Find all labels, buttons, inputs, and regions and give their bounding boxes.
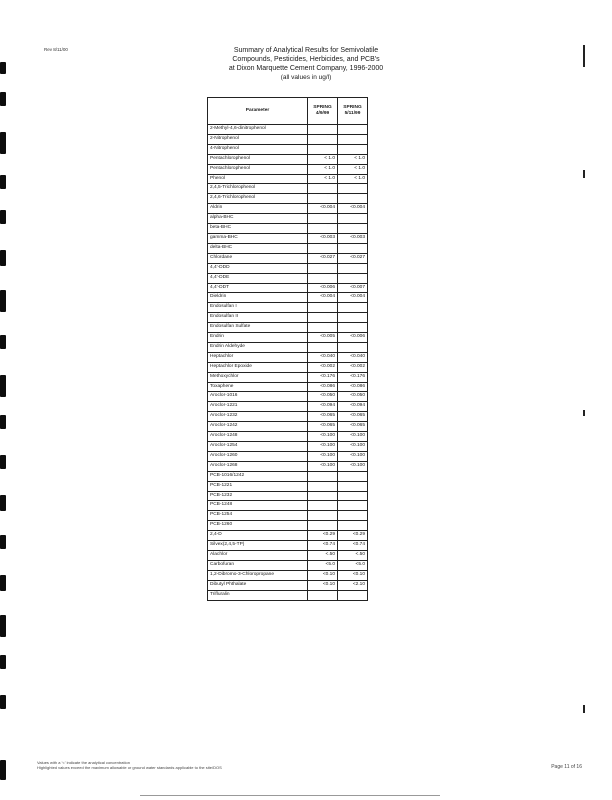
table-row [208, 412, 368, 422]
value-cell-sample-1: <0.086 [308, 382, 338, 392]
table-row [208, 570, 368, 580]
value-cell-sample-1: <0.100 [308, 451, 338, 461]
value-cell-sample-1: <0.29 [308, 531, 338, 541]
table-row [208, 521, 368, 531]
value-cell-sample-2: <0.094 [338, 402, 368, 412]
table-row [208, 233, 368, 243]
value-cell-sample-2 [338, 214, 368, 224]
value-cell-sample-1: <0.100 [308, 461, 338, 471]
parameter-cell: Endosulfan I [208, 303, 308, 313]
value-cell-sample-2: <0.040 [338, 352, 368, 362]
value-cell-sample-1 [308, 263, 338, 273]
header-sample-2-date: 5/11/99 [344, 111, 361, 116]
table-row [208, 342, 368, 352]
value-cell-sample-2: <0.004 [338, 204, 368, 214]
table-row [208, 580, 368, 590]
punch-mark [0, 655, 6, 669]
title-line: at Dixon Marquette Cement Company, 1996-2000 [228, 65, 384, 72]
right-edge-mark [583, 170, 585, 178]
header-sample-1-season: SPRING [313, 105, 332, 110]
table-row [208, 214, 368, 224]
parameter-cell: Aroclor-1268 [208, 461, 308, 471]
value-cell-sample-2 [338, 521, 368, 531]
parameter-cell: 4,4'-DDD [208, 263, 308, 273]
table-row [208, 550, 368, 560]
punch-mark [0, 575, 6, 591]
value-cell-sample-2 [338, 263, 368, 273]
parameter-cell: alpha-BHC [208, 214, 308, 224]
value-cell-sample-2: <0.10 [338, 570, 368, 580]
parameter-cell: Phenol [208, 174, 308, 184]
punch-mark [0, 92, 6, 106]
document-title [0, 46, 612, 82]
header-sample-2-season: SPRING [343, 105, 362, 110]
value-cell-sample-2: <0.007 [338, 283, 368, 293]
punch-mark [0, 375, 6, 397]
value-cell-sample-2 [338, 224, 368, 234]
parameter-cell: 4,4'-DDE [208, 273, 308, 283]
value-cell-sample-2: <0.100 [338, 442, 368, 452]
table-row [208, 352, 368, 362]
value-cell-sample-1: <0.040 [308, 352, 338, 362]
value-cell-sample-2: <5.0 [338, 560, 368, 570]
value-cell-sample-2 [338, 194, 368, 204]
table-body [208, 125, 368, 601]
value-cell-sample-1 [308, 194, 338, 204]
value-cell-sample-1: <0.10 [308, 580, 338, 590]
table-row [208, 184, 368, 194]
table-row [208, 243, 368, 253]
value-cell-sample-2: <0.100 [338, 432, 368, 442]
table-row [208, 323, 368, 333]
punch-mark [0, 455, 6, 469]
parameter-cell: Aroclor-1254 [208, 442, 308, 452]
value-cell-sample-2: < 1.0 [338, 154, 368, 164]
header-parameter: Parameter [208, 98, 308, 125]
table-row [208, 392, 368, 402]
value-cell-sample-2: <2.10 [338, 580, 368, 590]
parameter-cell: 2,4-D [208, 531, 308, 541]
value-cell-sample-1: <0.002 [308, 362, 338, 372]
value-cell-sample-2: < 1.0 [338, 164, 368, 174]
value-cell-sample-1: <0.176 [308, 372, 338, 382]
value-cell-sample-1: < 1.0 [308, 174, 338, 184]
value-cell-sample-2 [338, 134, 368, 144]
table-row [208, 154, 368, 164]
value-cell-sample-2: <0.065 [338, 422, 368, 432]
parameter-cell: beta-BHC [208, 224, 308, 234]
header-sample-1 [308, 98, 338, 125]
table-row [208, 501, 368, 511]
footer-notes [37, 760, 222, 770]
table-row [208, 362, 368, 372]
parameter-cell: Silvex(2,4,5-TP) [208, 541, 308, 551]
value-cell-sample-2: <0.100 [338, 461, 368, 471]
value-cell-sample-1: <0.004 [308, 293, 338, 303]
value-cell-sample-1: <0.100 [308, 442, 338, 452]
table-row [208, 481, 368, 491]
table-row [208, 273, 368, 283]
table-row [208, 194, 368, 204]
parameter-cell: Dibutyl Phthalate [208, 580, 308, 590]
value-cell-sample-2 [338, 303, 368, 313]
punch-mark [0, 415, 6, 429]
parameter-cell: PCB-1248 [208, 501, 308, 511]
parameter-cell: 2,4,6-Trichlorophenol [208, 194, 308, 204]
parameter-cell: 2-Nitrophenol [208, 134, 308, 144]
value-cell-sample-1: <0.10 [308, 570, 338, 580]
revision-code: Rev 8/11/00 [44, 47, 68, 52]
parameter-cell: Endosulfan II [208, 313, 308, 323]
parameter-cell: Aroclor-1016 [208, 392, 308, 402]
table-row [208, 174, 368, 184]
value-cell-sample-1: <0.006 [308, 283, 338, 293]
parameter-cell: Methoxychlor [208, 372, 308, 382]
value-cell-sample-1: < 1.0 [308, 154, 338, 164]
table-row [208, 461, 368, 471]
parameter-cell: PCB-1221 [208, 481, 308, 491]
table-row [208, 204, 368, 214]
value-cell-sample-1: <0.005 [308, 333, 338, 343]
value-cell-sample-1 [308, 273, 338, 283]
table-row [208, 303, 368, 313]
table-row [208, 253, 368, 263]
table-row [208, 293, 368, 303]
value-cell-sample-2 [338, 481, 368, 491]
right-edge-mark [583, 410, 585, 416]
table-row [208, 451, 368, 461]
value-cell-sample-1: <0.065 [308, 412, 338, 422]
value-cell-sample-1 [308, 243, 338, 253]
value-cell-sample-2 [338, 125, 368, 135]
right-edge-mark [583, 705, 585, 713]
title-line: Summary of Analytical Results for Semivolatile [233, 47, 379, 54]
footer-note: Highlighted values exceed the maximum allowable or ground water standards applicable to the site/DOS [37, 765, 222, 770]
value-cell-sample-2 [338, 243, 368, 253]
table-header-row [208, 98, 368, 125]
table-row [208, 333, 368, 343]
parameter-cell: Trifluralin [208, 590, 308, 600]
parameter-cell: Endosulfan Sulfate [208, 323, 308, 333]
punch-mark [0, 335, 6, 349]
value-cell-sample-1 [308, 501, 338, 511]
value-cell-sample-1: <0.004 [308, 204, 338, 214]
value-cell-sample-1 [308, 521, 338, 531]
punch-mark [0, 250, 6, 266]
table-row [208, 125, 368, 135]
parameter-cell: Alachlor [208, 550, 308, 560]
punch-mark [0, 290, 6, 312]
parameter-cell: Heptachlor Epoxide [208, 362, 308, 372]
value-cell-sample-1 [308, 471, 338, 481]
punch-mark [0, 535, 6, 549]
value-cell-sample-1 [308, 184, 338, 194]
value-cell-sample-1: < 1.0 [308, 164, 338, 174]
table-row [208, 402, 368, 412]
table-row [208, 531, 368, 541]
value-cell-sample-1 [308, 144, 338, 154]
table-row [208, 422, 368, 432]
punch-mark [0, 495, 6, 511]
parameter-cell: 4,4'-DDT [208, 283, 308, 293]
table-row [208, 283, 368, 293]
value-cell-sample-2: <.50 [338, 550, 368, 560]
parameter-cell: PCB-1260 [208, 521, 308, 531]
table-row [208, 224, 368, 234]
value-cell-sample-2: <0.002 [338, 362, 368, 372]
value-cell-sample-2 [338, 511, 368, 521]
value-cell-sample-2: <0.004 [338, 293, 368, 303]
page-number: Page 11 of 16 [551, 764, 582, 770]
value-cell-sample-2 [338, 144, 368, 154]
value-cell-sample-2: <0.065 [338, 412, 368, 422]
header-sample-2 [338, 98, 368, 125]
value-cell-sample-1 [308, 342, 338, 352]
parameter-cell: Aroclor-1232 [208, 412, 308, 422]
value-cell-sample-2: <0.050 [338, 392, 368, 402]
footer-note: Values with a '<' indicate the analytical concentration [37, 760, 130, 765]
table-row [208, 511, 368, 521]
value-cell-sample-2: <0.74 [338, 541, 368, 551]
parameter-cell: Toxaphene [208, 382, 308, 392]
value-cell-sample-1 [308, 323, 338, 333]
punch-mark [0, 210, 6, 224]
table-row [208, 590, 368, 600]
table-row [208, 432, 368, 442]
header-sample-1-date: 4/9/99 [315, 111, 330, 116]
value-cell-sample-2: <0.003 [338, 233, 368, 243]
parameter-cell: Aroclor-1242 [208, 422, 308, 432]
analytical-results-table [207, 97, 368, 601]
value-cell-sample-1: <0.094 [308, 402, 338, 412]
parameter-cell: Pentachlorophenol [208, 164, 308, 174]
value-cell-sample-1 [308, 224, 338, 234]
table-row [208, 134, 368, 144]
value-cell-sample-2 [338, 313, 368, 323]
punch-mark [0, 175, 6, 189]
value-cell-sample-2: <0.086 [338, 382, 368, 392]
table-row [208, 372, 368, 382]
title-line: Compounds, Pesticides, Herbicides, and PCB's [232, 56, 380, 63]
value-cell-sample-1 [308, 134, 338, 144]
units-subtitle: (all values in ug/l) [280, 74, 332, 81]
value-cell-sample-2 [338, 323, 368, 333]
value-cell-sample-2 [338, 184, 368, 194]
value-cell-sample-1 [308, 303, 338, 313]
bottom-scan-line [140, 795, 440, 796]
value-cell-sample-1 [308, 125, 338, 135]
parameter-cell: Aroclor-1260 [208, 451, 308, 461]
punch-mark [0, 615, 6, 637]
parameter-cell: delta-BHC [208, 243, 308, 253]
table-row [208, 491, 368, 501]
value-cell-sample-1: <0.100 [308, 432, 338, 442]
parameter-cell: Aldrin [208, 204, 308, 214]
parameter-cell: Endrin [208, 333, 308, 343]
value-cell-sample-1 [308, 590, 338, 600]
parameter-cell: PCB-1232 [208, 491, 308, 501]
parameter-cell: 2,4,5-Trichlorophenol [208, 184, 308, 194]
parameter-cell: Carbofuran [208, 560, 308, 570]
value-cell-sample-2 [338, 471, 368, 481]
parameter-cell: Aroclor-1248 [208, 432, 308, 442]
value-cell-sample-2: <0.29 [338, 531, 368, 541]
parameter-cell: Pentachlorophenol [208, 154, 308, 164]
parameter-cell: Dieldrin [208, 293, 308, 303]
table-row [208, 442, 368, 452]
value-cell-sample-2: <0.100 [338, 451, 368, 461]
parameter-cell: Endrin Aldehyde [208, 342, 308, 352]
table-row [208, 560, 368, 570]
parameter-cell: PCB-1254 [208, 511, 308, 521]
table-row [208, 541, 368, 551]
value-cell-sample-1 [308, 214, 338, 224]
value-cell-sample-1: <0.003 [308, 233, 338, 243]
value-cell-sample-1: <5.0 [308, 560, 338, 570]
table-row [208, 263, 368, 273]
table-row [208, 164, 368, 174]
punch-mark [0, 760, 6, 780]
value-cell-sample-2 [338, 491, 368, 501]
parameter-cell: 4-Nitrophenol [208, 144, 308, 154]
value-cell-sample-1: <.50 [308, 550, 338, 560]
value-cell-sample-2 [338, 501, 368, 511]
value-cell-sample-1: <0.027 [308, 253, 338, 263]
value-cell-sample-1: <0.065 [308, 422, 338, 432]
value-cell-sample-1: <0.050 [308, 392, 338, 402]
parameter-cell: Heptachlor [208, 352, 308, 362]
value-cell-sample-1 [308, 313, 338, 323]
value-cell-sample-2 [338, 342, 368, 352]
value-cell-sample-1 [308, 491, 338, 501]
value-cell-sample-2: <0.176 [338, 372, 368, 382]
value-cell-sample-2: <0.027 [338, 253, 368, 263]
table-row [208, 313, 368, 323]
value-cell-sample-1 [308, 481, 338, 491]
parameter-cell: Aroclor-1221 [208, 402, 308, 412]
value-cell-sample-2: <0.006 [338, 333, 368, 343]
table-row [208, 144, 368, 154]
value-cell-sample-2 [338, 273, 368, 283]
value-cell-sample-2 [338, 590, 368, 600]
value-cell-sample-1 [308, 511, 338, 521]
table-row [208, 471, 368, 481]
parameter-cell: 1,2-Dibromo-3-Chloropropane [208, 570, 308, 580]
parameter-cell: 2-Methyl-4,6-dinitrophenol [208, 125, 308, 135]
table-row [208, 382, 368, 392]
punch-mark [0, 132, 6, 154]
parameter-cell: gamma-BHC [208, 233, 308, 243]
value-cell-sample-1: <0.74 [308, 541, 338, 551]
parameter-cell: Chlordane [208, 253, 308, 263]
parameter-cell: PCB-1016/1242 [208, 471, 308, 481]
value-cell-sample-2: < 1.0 [338, 174, 368, 184]
punch-mark [0, 695, 6, 709]
